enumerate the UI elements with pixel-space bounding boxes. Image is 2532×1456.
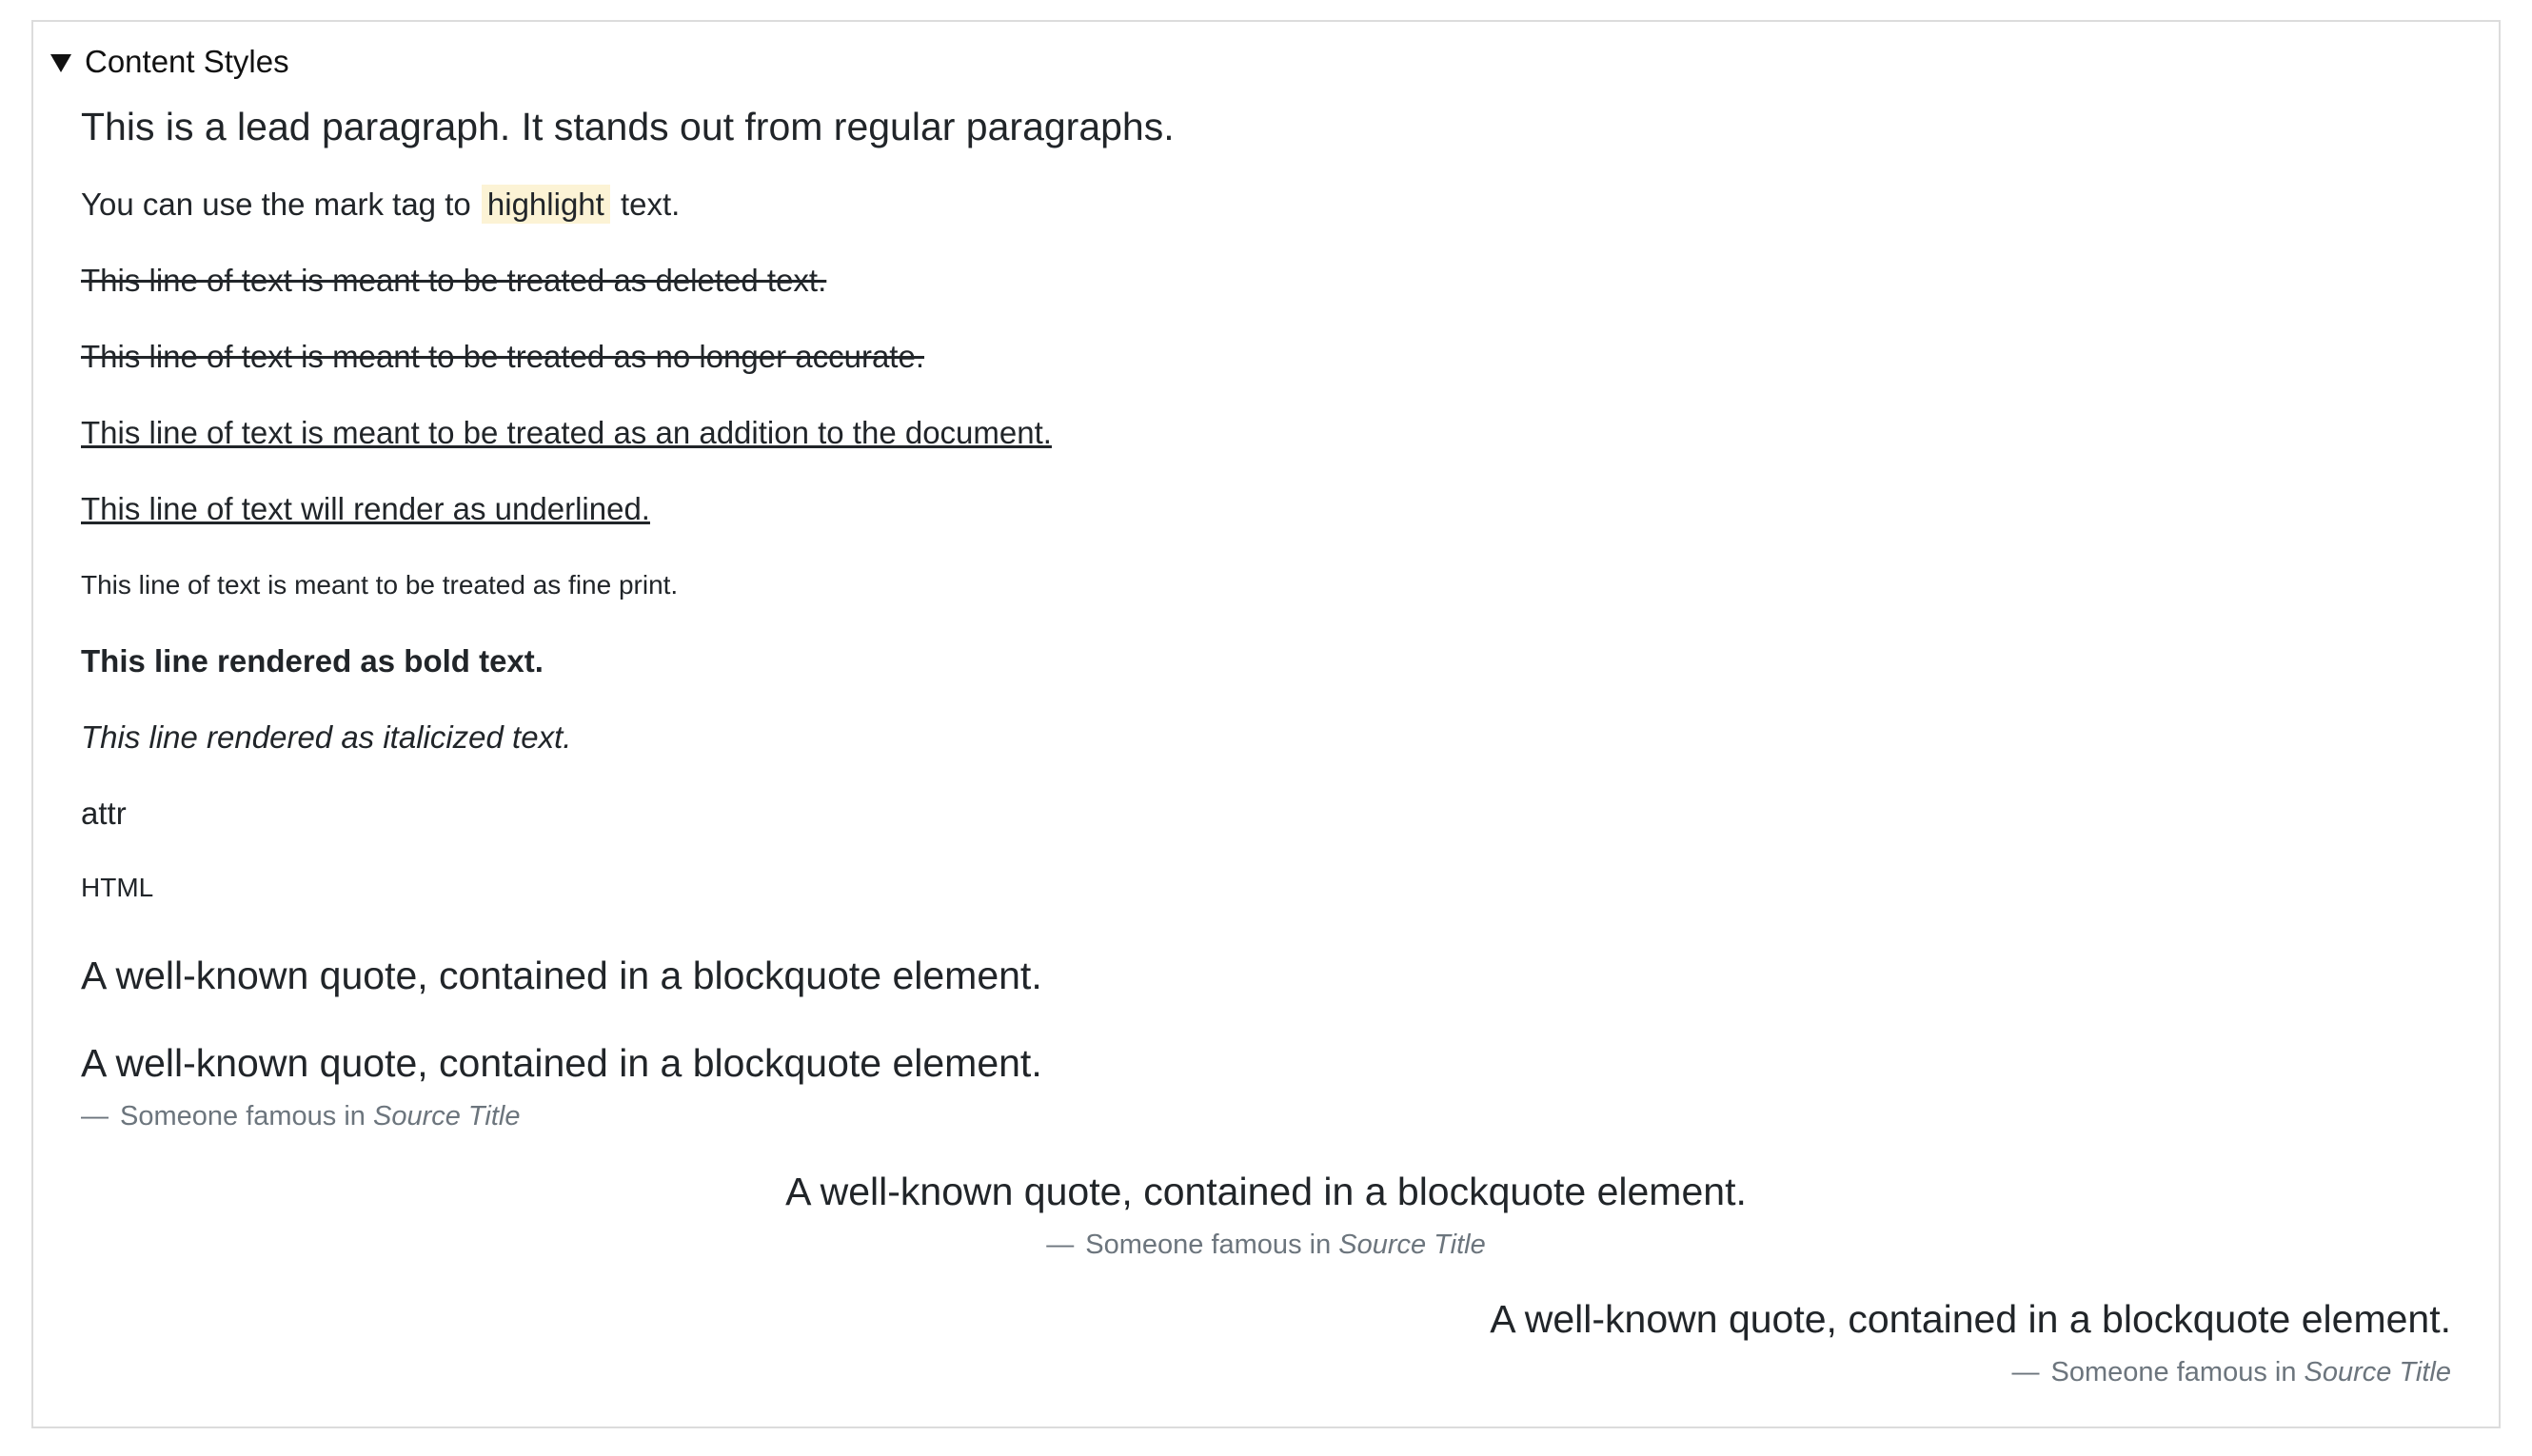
caret-down-icon bbox=[50, 54, 71, 72]
caption-source-title: Source Title bbox=[1338, 1230, 1486, 1260]
strikethrough-text: This line of text is meant to be treated as no longer accurate. bbox=[81, 339, 924, 374]
bold-text: This line rendered as bold text. bbox=[81, 643, 544, 679]
content-styles-summary[interactable] bbox=[50, 33, 289, 90]
blockquote-caption-centered bbox=[81, 1224, 2451, 1266]
deleted-text: This line of text is meant to be treated as deleted text. bbox=[81, 263, 827, 298]
caption-dash: — bbox=[81, 1101, 109, 1131]
abbreviation-initialism: HTML bbox=[81, 873, 154, 902]
abbreviation: attr bbox=[81, 796, 127, 831]
underlined-text: This line of text will render as underlined. bbox=[81, 491, 650, 526]
blockquote-right-aligned: A well-known quote, contained in a blockquote element. bbox=[1490, 1297, 2451, 1341]
blockquote-caption bbox=[81, 1095, 2451, 1137]
blockquote-centered: A well-known quote, contained in a blockquote element. bbox=[785, 1170, 1747, 1213]
caption-author: Someone famous in bbox=[1085, 1230, 1339, 1260]
blockquote-with-caption: A well-known quote, contained in a blockquote element. bbox=[81, 1041, 1042, 1085]
summary-label: Content Styles bbox=[85, 44, 289, 79]
caption-author: Someone famous in bbox=[2050, 1357, 2305, 1387]
blockquote-plain: A well-known quote, contained in a blockquote element. bbox=[81, 954, 1042, 997]
caption-source-title: Source Title bbox=[2304, 1357, 2451, 1387]
caption-dash: — bbox=[1046, 1230, 1075, 1260]
mark-text-before: You can use the mark tag to bbox=[81, 187, 480, 222]
mark-text-after: text. bbox=[611, 187, 681, 222]
fine-print-text: This line of text is meant to be treated as fine print. bbox=[81, 570, 679, 600]
mark-paragraph bbox=[81, 182, 2451, 227]
content-styles-details bbox=[31, 20, 2501, 1428]
caption-dash: — bbox=[2011, 1357, 2040, 1387]
highlight-mark: highlight bbox=[482, 185, 610, 224]
italic-text: This line rendered as italicized text. bbox=[81, 719, 572, 755]
caption-author: Someone famous in bbox=[120, 1101, 373, 1131]
caption-source-title: Source Title bbox=[372, 1101, 521, 1131]
blockquote-caption-right bbox=[81, 1351, 2451, 1393]
inserted-text: This line of text is meant to be treated as an addition to the document. bbox=[81, 415, 1052, 450]
lead-paragraph: This is a lead paragraph. It stands out from regular paragraphs. bbox=[81, 105, 1175, 148]
